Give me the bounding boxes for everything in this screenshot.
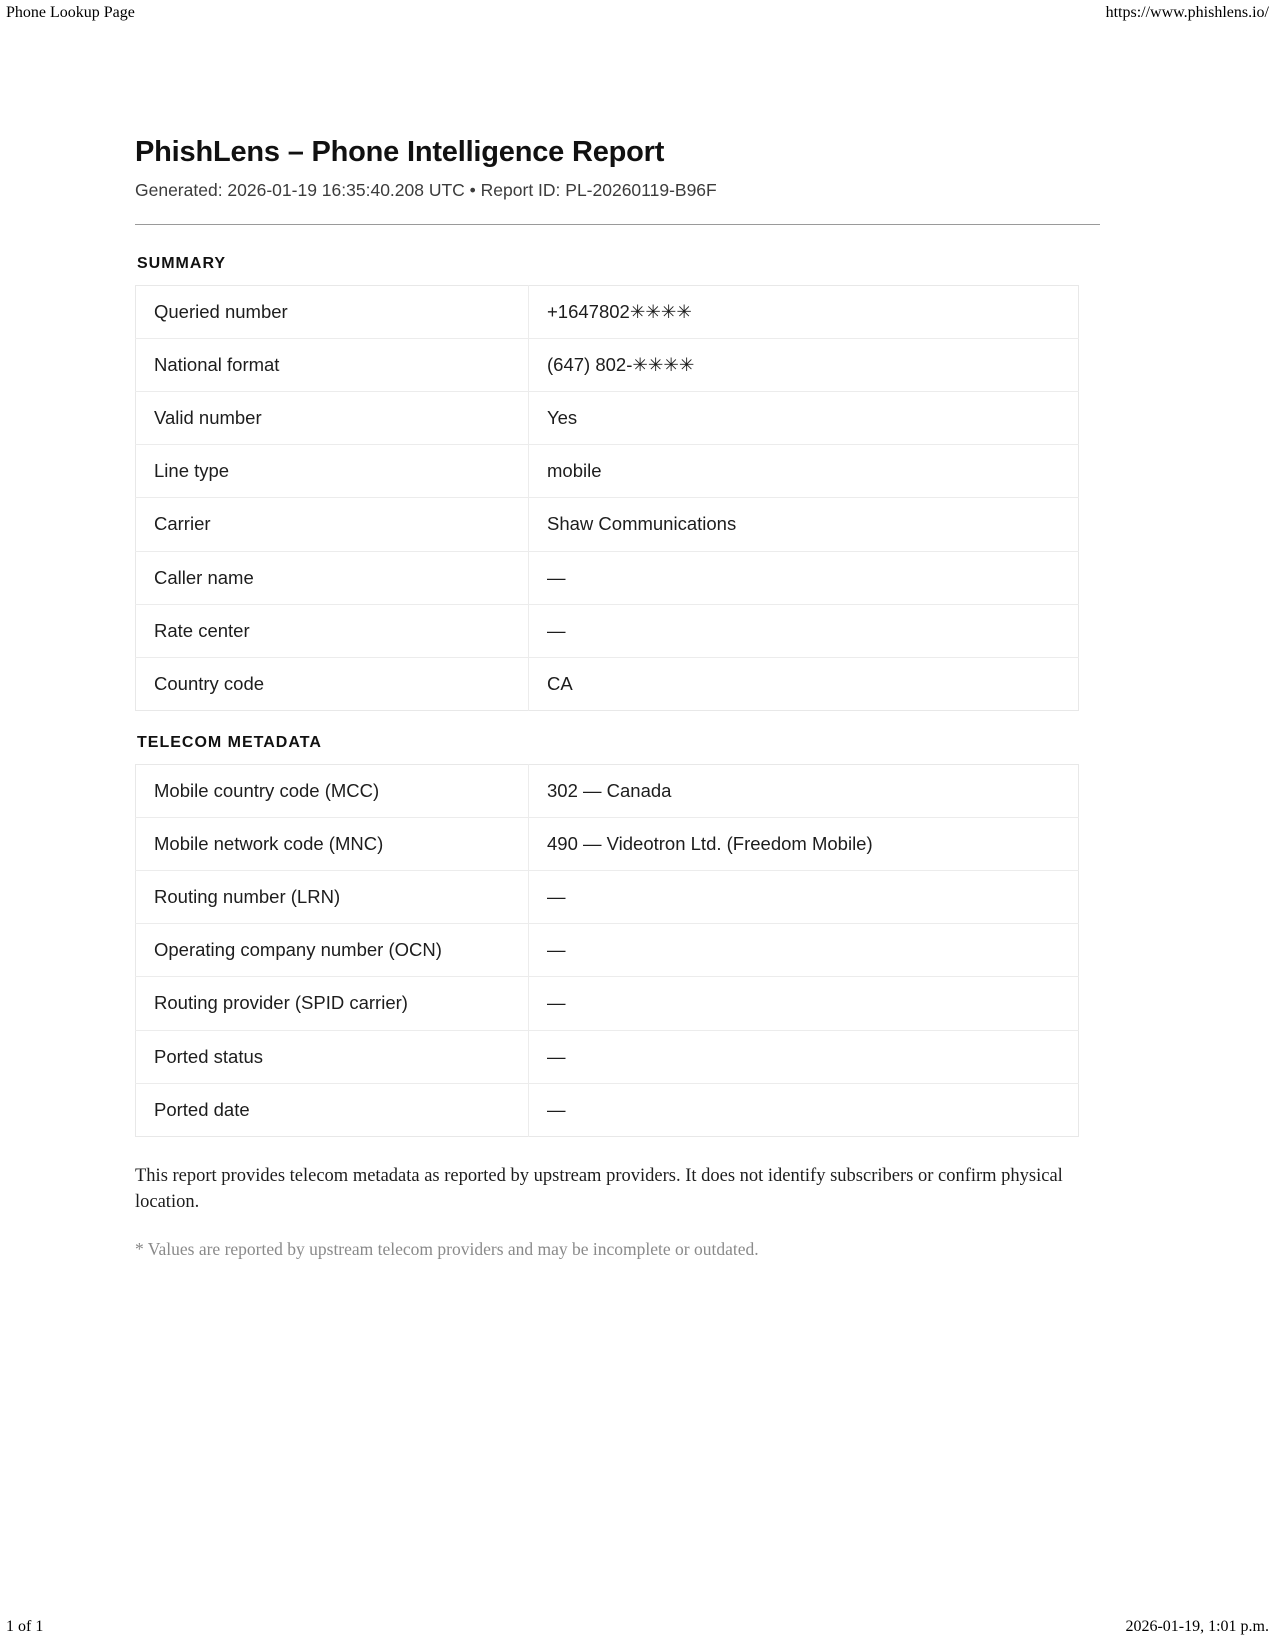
row-value: — <box>529 924 1079 977</box>
telecom-metadata-table <box>135 764 1079 1137</box>
print-header-title: Phone Lookup Page <box>6 4 135 21</box>
summary-table <box>135 285 1079 711</box>
page-title: PhishLens – Phone Intelligence Report <box>135 136 665 168</box>
row-label: Ported date <box>136 1083 529 1136</box>
row-label: Mobile country code (MCC) <box>136 764 529 817</box>
summary-table-row <box>136 551 1079 604</box>
row-value: CA <box>529 657 1079 710</box>
row-value: — <box>529 977 1079 1030</box>
telecom-table-row <box>136 764 1079 817</box>
row-value: +1647802✳✳✳✳ <box>529 285 1079 338</box>
row-value: — <box>529 871 1079 924</box>
title-divider <box>135 224 1100 225</box>
telecom-table-row <box>136 1083 1079 1136</box>
footnote-text: * Values are reported by upstream telecom providers and may be incomplete or outdated. <box>135 1239 759 1260</box>
row-label: Rate center <box>136 604 529 657</box>
row-value: — <box>529 604 1079 657</box>
row-label: Carrier <box>136 498 529 551</box>
report-meta: Generated: 2026-01-19 16:35:40.208 UTC • Report ID: PL-20260119-B96F <box>135 180 717 201</box>
row-value: Yes <box>529 392 1079 445</box>
summary-table-row <box>136 392 1079 445</box>
summary-table-row <box>136 604 1079 657</box>
telecom-table-row <box>136 977 1079 1030</box>
row-label: National format <box>136 339 529 392</box>
row-value: 302 — Canada <box>529 764 1079 817</box>
row-label: Queried number <box>136 285 529 338</box>
row-value: (647) 802-✳✳✳✳ <box>529 339 1079 392</box>
row-value: — <box>529 1083 1079 1136</box>
row-value: mobile <box>529 445 1079 498</box>
row-label: Mobile network code (MNC) <box>136 818 529 871</box>
row-label: Valid number <box>136 392 529 445</box>
row-label: Caller name <box>136 551 529 604</box>
telecom-table-row <box>136 818 1079 871</box>
row-label: Operating company number (OCN) <box>136 924 529 977</box>
telecom-table-row <box>136 1030 1079 1083</box>
row-label: Routing number (LRN) <box>136 871 529 924</box>
summary-table-row <box>136 445 1079 498</box>
summary-table-body <box>136 285 1079 710</box>
disclaimer-text: This report provides telecom metadata as reported by upstream providers. It does not identify subscribers or confirm physical location. <box>135 1165 1063 1213</box>
print-footer-timestamp: 2026-01-19, 1:01 p.m. <box>1125 1618 1269 1635</box>
row-value: — <box>529 551 1079 604</box>
row-label: Ported status <box>136 1030 529 1083</box>
telecom-table-row <box>136 924 1079 977</box>
summary-table-row <box>136 339 1079 392</box>
print-footer <box>0 1618 1275 1636</box>
print-header-url: https://www.phishlens.io/ <box>1105 4 1269 21</box>
summary-section-heading: SUMMARY <box>137 254 227 272</box>
row-label: Line type <box>136 445 529 498</box>
telecom-table-body <box>136 764 1079 1136</box>
summary-table-row <box>136 498 1079 551</box>
row-value: 490 — Videotron Ltd. (Freedom Mobile) <box>529 818 1079 871</box>
telecom-table-row <box>136 871 1079 924</box>
summary-table-row <box>136 657 1079 710</box>
row-value: Shaw Communications <box>529 498 1079 551</box>
print-footer-page: 1 of 1 <box>6 1618 44 1635</box>
row-label: Routing provider (SPID carrier) <box>136 977 529 1030</box>
row-label: Country code <box>136 657 529 710</box>
telecom-section-heading: TELECOM METADATA <box>137 733 322 751</box>
row-value: — <box>529 1030 1079 1083</box>
summary-table-row <box>136 285 1079 338</box>
